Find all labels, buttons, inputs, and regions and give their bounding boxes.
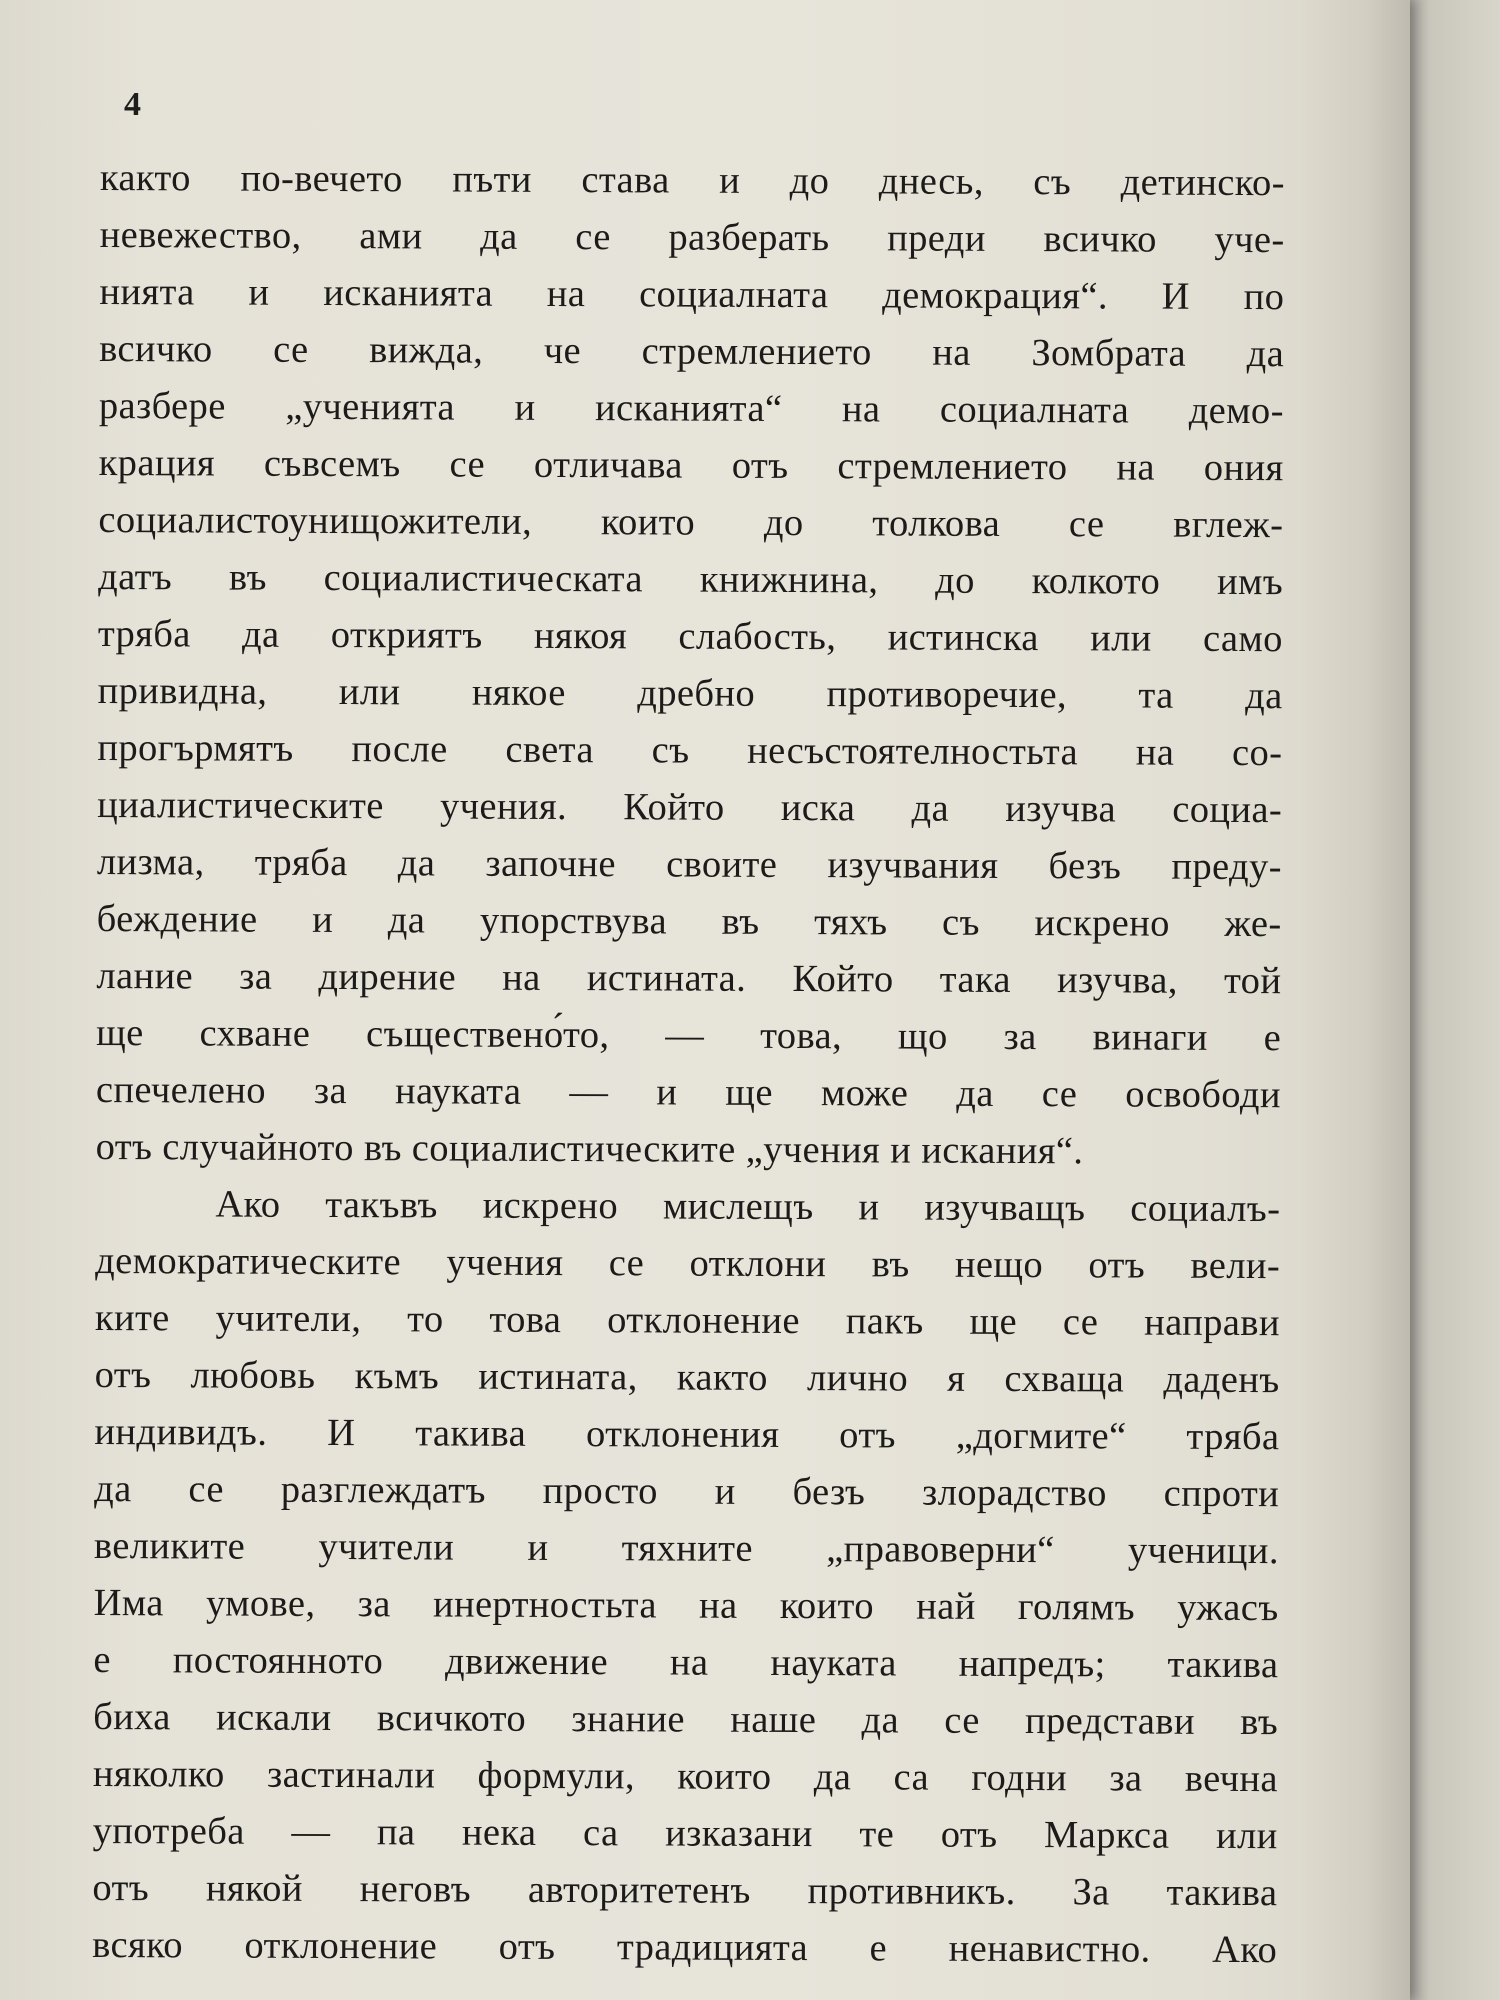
text-line: лизма, тряба да започне своите изучвания безъ преду- — [96, 840, 1282, 889]
text-line: ките учители, то това отклонение пакъ ще се направи — [94, 1296, 1280, 1345]
text-line: употреба — па нека са изказани те отъ Маркса или — [92, 1809, 1278, 1858]
page-fold-shadow — [1300, 0, 1410, 2000]
text-line: отъ случайното въ социалистическите „учения и искания“. — [95, 1125, 1084, 1173]
text-line: биха искали всичкото знание наше да се представи въ — [93, 1695, 1279, 1744]
text-line: както по-вечето пъти става и до днесь, съ детинско- — [99, 156, 1285, 205]
text-line: великите учители и тяхните „правоверни“ ученици. — [93, 1524, 1279, 1573]
text-line: спечелено за науката — и ще може да се освободи — [95, 1068, 1281, 1117]
adjacent-page-edge — [1400, 0, 1500, 2000]
text-line: отъ някой неговъ авторитетенъ противникъ. За такива — [92, 1866, 1278, 1915]
text-line: е постоянното движение на науката напредъ; такива — [93, 1638, 1279, 1687]
text-line: датъ въ социалистическата книжнина, до колкото имъ — [98, 555, 1284, 604]
text-line: ще схване съществено́то, — това, що за винаги е — [96, 1011, 1282, 1060]
text-line: лание за дирение на истината. Който така изучва, той — [96, 954, 1282, 1003]
body-text — [92, 150, 1285, 1979]
text-line: социалистоунищожители, които до толкова се вглеж- — [98, 498, 1284, 547]
text-line: прогърмятъ после света съ несъстоятелностьта на со- — [97, 726, 1283, 775]
text-line: Има умове, за инертностьта на които най голямъ ужасъ — [93, 1581, 1279, 1630]
text-line: крация съвсемъ се отличава отъ стремлението на ония — [98, 441, 1284, 490]
text-line: циалистическите учения. Който иска да изучва социа- — [97, 783, 1283, 832]
text-line: демократическите учения се отклони въ нещо отъ вели- — [95, 1239, 1281, 1288]
text-line: да се разглеждатъ просто и безъ злорадство спроти — [94, 1467, 1280, 1516]
text-line: отъ любовь къмъ истината, както лично я схваща даденъ — [94, 1353, 1280, 1402]
text-line: привидна, или някое дребно противоречие, та да — [97, 669, 1283, 718]
text-line: всичко се вижда, че стремлението на Зомбрата да — [99, 327, 1285, 376]
text-line: индивидъ. И такива отклонения отъ „догмите“ тряба — [94, 1410, 1280, 1459]
text-line: разбере „ученията и исканията“ на социалната демо- — [98, 384, 1284, 433]
text-line: тряба да откриятъ някоя слабость, истинска или само — [97, 612, 1283, 661]
text-line: нията и исканията на социалната демокрация“. И по — [99, 270, 1285, 319]
text-line: Ако такъвъ искрено мислещъ и изучващъ социалъ- — [215, 1183, 1281, 1231]
text-line: невежество, ами да се разберать преди всичко уче- — [99, 213, 1285, 262]
text-line: няколко застинали формули, които да са годни за вечна — [92, 1752, 1278, 1801]
text-line: всяко отклонение отъ традицията е ненавистно. Ако — [92, 1923, 1278, 1972]
page-number: 4 — [124, 86, 141, 123]
text-line: беждение и да упорствува въ тяхъ съ искрено же- — [96, 897, 1282, 946]
